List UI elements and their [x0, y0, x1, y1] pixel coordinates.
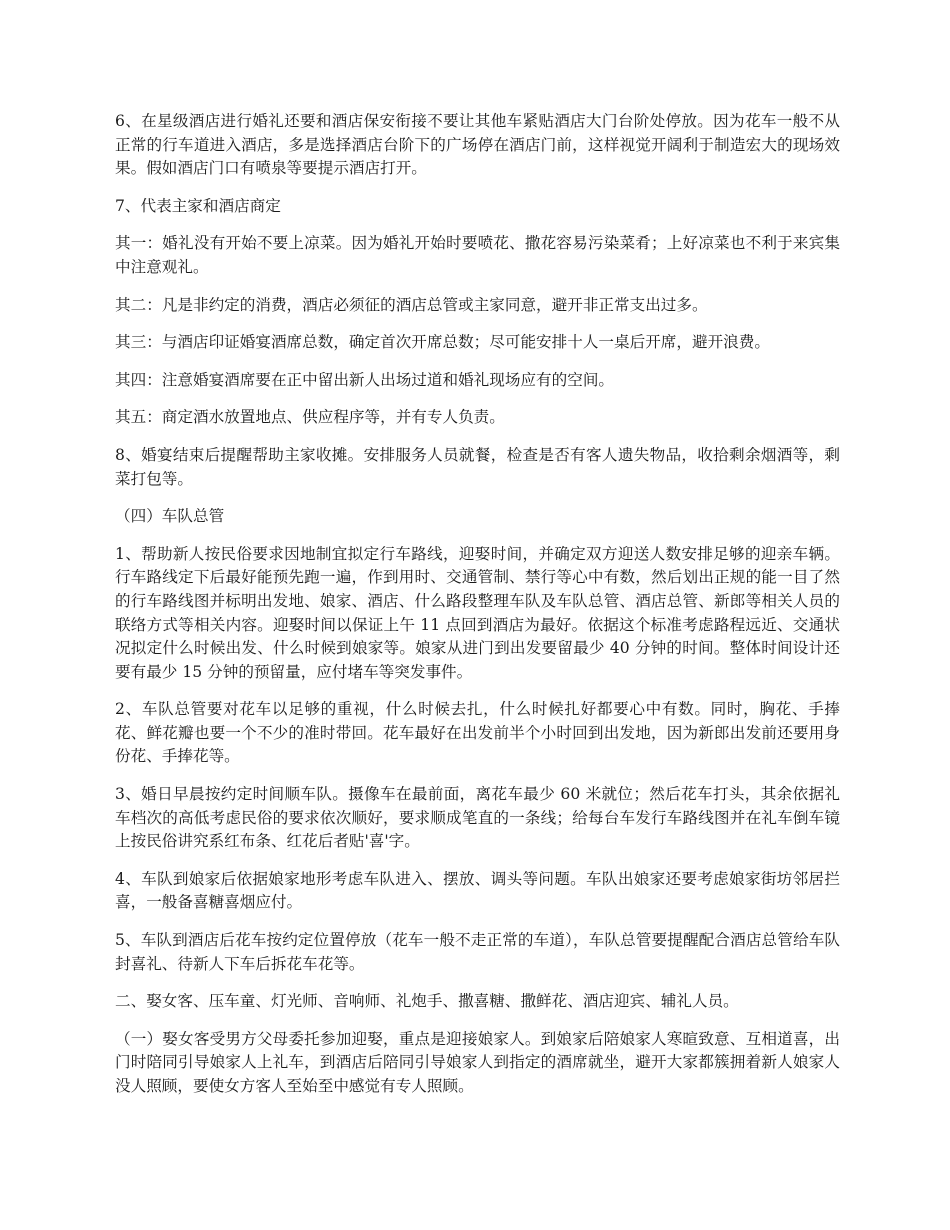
paragraph-fleet-item-1-route: 1、帮助新人按民俗要求因地制宜拟定行车路线，迎娶时间，并确定双方迎送人数安排足够的迎亲车辆。行车路线定下后最好能预先跑一遍，作到用时、交通管制、禁行等心中有数，然后划出正规的能一目了然的行车路线图并标明出发地、娘家、酒店、什么路段整理车队及车队总管、酒店总管、新郎等相关人员的联络方式等相关内容。迎娶时间以保证上午 11 点回到酒店为最好。依据这个标准考虑路程远近、交通状况拟定什么时候出发、什么时候到娘家等。娘家从进门到出发要留最少 40 分钟的时间。整体时间设计还要有最少 15 分钟的预留量，应付堵车等突发事件。: [115, 544, 840, 681]
paragraph-point-1-cold-dishes: 其一：婚礼没有开始不要上凉菜。因为婚礼开始时要喷花、撒花容易污染菜肴；上好凉菜也不利于来宾集中注意观礼。: [115, 234, 840, 276]
paragraph-point-3-table-count: 其三：与酒店印证婚宴酒席总数，确定首次开席总数；尽可能安排十人一桌后开席，避开浪费。: [115, 333, 770, 352]
paragraph-point-5-drinks: 其五：商定酒水放置地点、供应程序等，并有专人负责。: [115, 408, 505, 427]
section-heading-roles: 二、娶女客、压车童、灯光师、音响师、礼炮手、撒喜糖、撒鲜花、酒店迎宾、辅礼人员。: [115, 992, 739, 1011]
section-heading-fleet-manager: （四）车队总管: [115, 507, 225, 526]
paragraph-item-8-cleanup: 8、婚宴结束后提醒帮助主家收摊。安排服务人员就餐，检查是否有客人遗失物品，收拾剩余烟酒等，剩菜打包等。: [115, 445, 840, 488]
paragraph-point-4-aisle-space: 其四：注意婚宴酒席要在正中留出新人出场过道和婚礼现场应有的空间。: [115, 370, 615, 389]
paragraph-role-1-bride-escort: （一）娶女客受男方父母委托参加迎娶，重点是迎接娘家人。到娘家后陪娘家人寒暄致意、互相道喜，出门时陪同引导娘家人上礼车，到酒店后陪同引导娘家人到指定的酒席就坐，避开大家都簇拥着新人娘家人没人照顾，要使女方客人至始至中感觉有专人照顾。: [115, 1029, 840, 1095]
paragraph-fleet-item-5-hotel-parking: 5、车队到酒店后花车按约定位置停放（花车一般不走正常的车道），车队总管要提醒配合酒店总管给车队封喜礼、待新人下车后拆花车花等。: [115, 931, 840, 973]
paragraph-point-2-consumption: 其二：凡是非约定的消费，酒店必须征的酒店总管或主家同意，避开非正常支出过多。: [115, 295, 708, 314]
paragraph-fleet-item-2-flower-car: 2、车队总管要对花车以足够的重视，什么时候去扎，什么时候扎好都要心中有数。同时，胸花、手捧花、鲜花瓣也要一个不少的准时带回。花车最好在出发前半个小时回到出发地，因为新郎出发前还要用身份花、手捧花等。: [115, 700, 840, 766]
paragraph-fleet-item-4-bride-home: 4、车队到娘家后依据娘家地形考虑车队进入、摆放、调头等问题。车队出娘家还要考虑娘家街坊邻居拦喜，一般备喜糖喜烟应付。: [115, 869, 840, 912]
paragraph-item-6-hotel-security: 6、在星级酒店进行婚礼还要和酒店保安衔接不要让其他车紧贴酒店大门台阶处停放。因为花车一般不从正常的行车道进入酒店，多是选择酒店台阶下的广场停在酒店门前，这样视觉开阔利于制造宏大的现场效果。假如酒店门口有喷泉等要提示酒店打开。: [115, 112, 840, 178]
paragraph-fleet-item-3-order: 3、婚日早晨按约定时间顺车队。摄像车在最前面，离花车最少 60 米就位；然后花车打头，其余依据礼车档次的高低考虑民俗的要求依次顺好，要求顺成笔直的一条线；给每台车发行车路线图并在礼车倒车镜上按民俗讲究系红布条、红花后者贴'喜'字。: [115, 785, 840, 851]
paragraph-item-7-heading: 7、代表主家和酒店商定: [115, 196, 281, 215]
